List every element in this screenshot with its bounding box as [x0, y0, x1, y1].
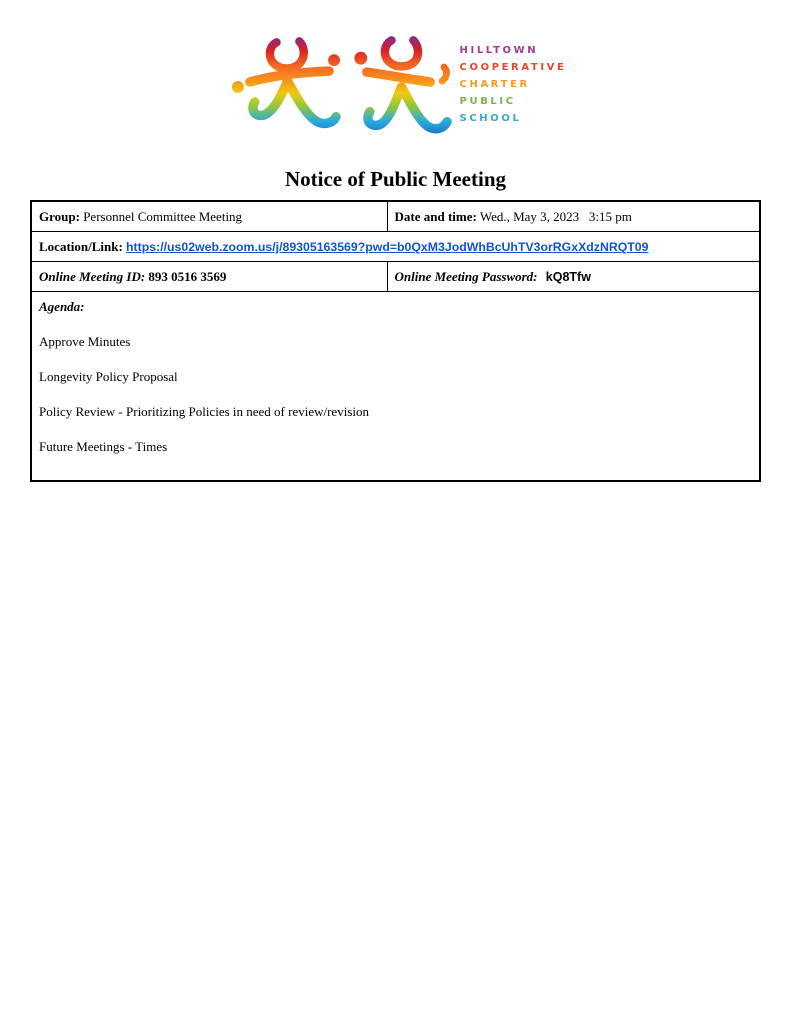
agenda-label: Agenda:: [39, 299, 85, 314]
agenda-item: Approve Minutes: [39, 334, 131, 349]
document-page: [0, 34, 791, 1024]
location-cell: [31, 232, 760, 262]
datetime-cell: [387, 201, 760, 232]
school-logo: [0, 34, 791, 135]
table-row: [31, 262, 760, 292]
logo-text-line: HILLTOWN: [459, 45, 539, 56]
table-row: [31, 201, 760, 232]
agenda-item: Policy Review - Prioritizing Policies in need of review/revision: [39, 404, 369, 419]
group-value: Personnel Committee Meeting: [83, 209, 243, 224]
datetime-value: Wed., May 3, 2023 3:15 pm: [479, 209, 632, 224]
password-value: kQ8Tfw: [545, 270, 591, 284]
password-label: Online Meeting Password:: [394, 269, 538, 284]
logo-dancing-figures-icon: [225, 35, 453, 135]
table-row: [31, 232, 760, 262]
agenda-cell: [31, 292, 760, 482]
page-title: Notice of Public Meeting: [284, 167, 507, 191]
meeting-id-label: Online Meeting ID:: [39, 269, 146, 284]
logo-text-line: CHARTER: [459, 79, 530, 90]
zoom-meeting-link[interactable]: https://us02web.zoom.us/j/89305163569?pwd=b0QxM3JodWhBcUhTV3orRGxXdzNRQT09: [126, 240, 649, 254]
meeting-id-cell: [31, 262, 387, 292]
password-cell: [387, 262, 760, 292]
agenda-item: Longevity Policy Proposal: [39, 369, 178, 384]
group-cell: [31, 201, 387, 232]
datetime-label: Date and time:: [394, 209, 477, 224]
logo-text-line: SCHOOL: [459, 113, 522, 124]
logo-text-line: PUBLIC: [459, 96, 516, 107]
logo-school-name: [460, 42, 567, 127]
meeting-id-value: 893 0516 3569: [148, 269, 227, 284]
meeting-details-table: [30, 200, 761, 482]
table-row: [31, 292, 760, 482]
location-label: Location/Link:: [39, 239, 123, 254]
logo-text-line: COOPERATIVE: [459, 62, 567, 73]
agenda-item: Future Meetings - Times: [39, 439, 168, 454]
group-label: Group:: [39, 209, 80, 224]
